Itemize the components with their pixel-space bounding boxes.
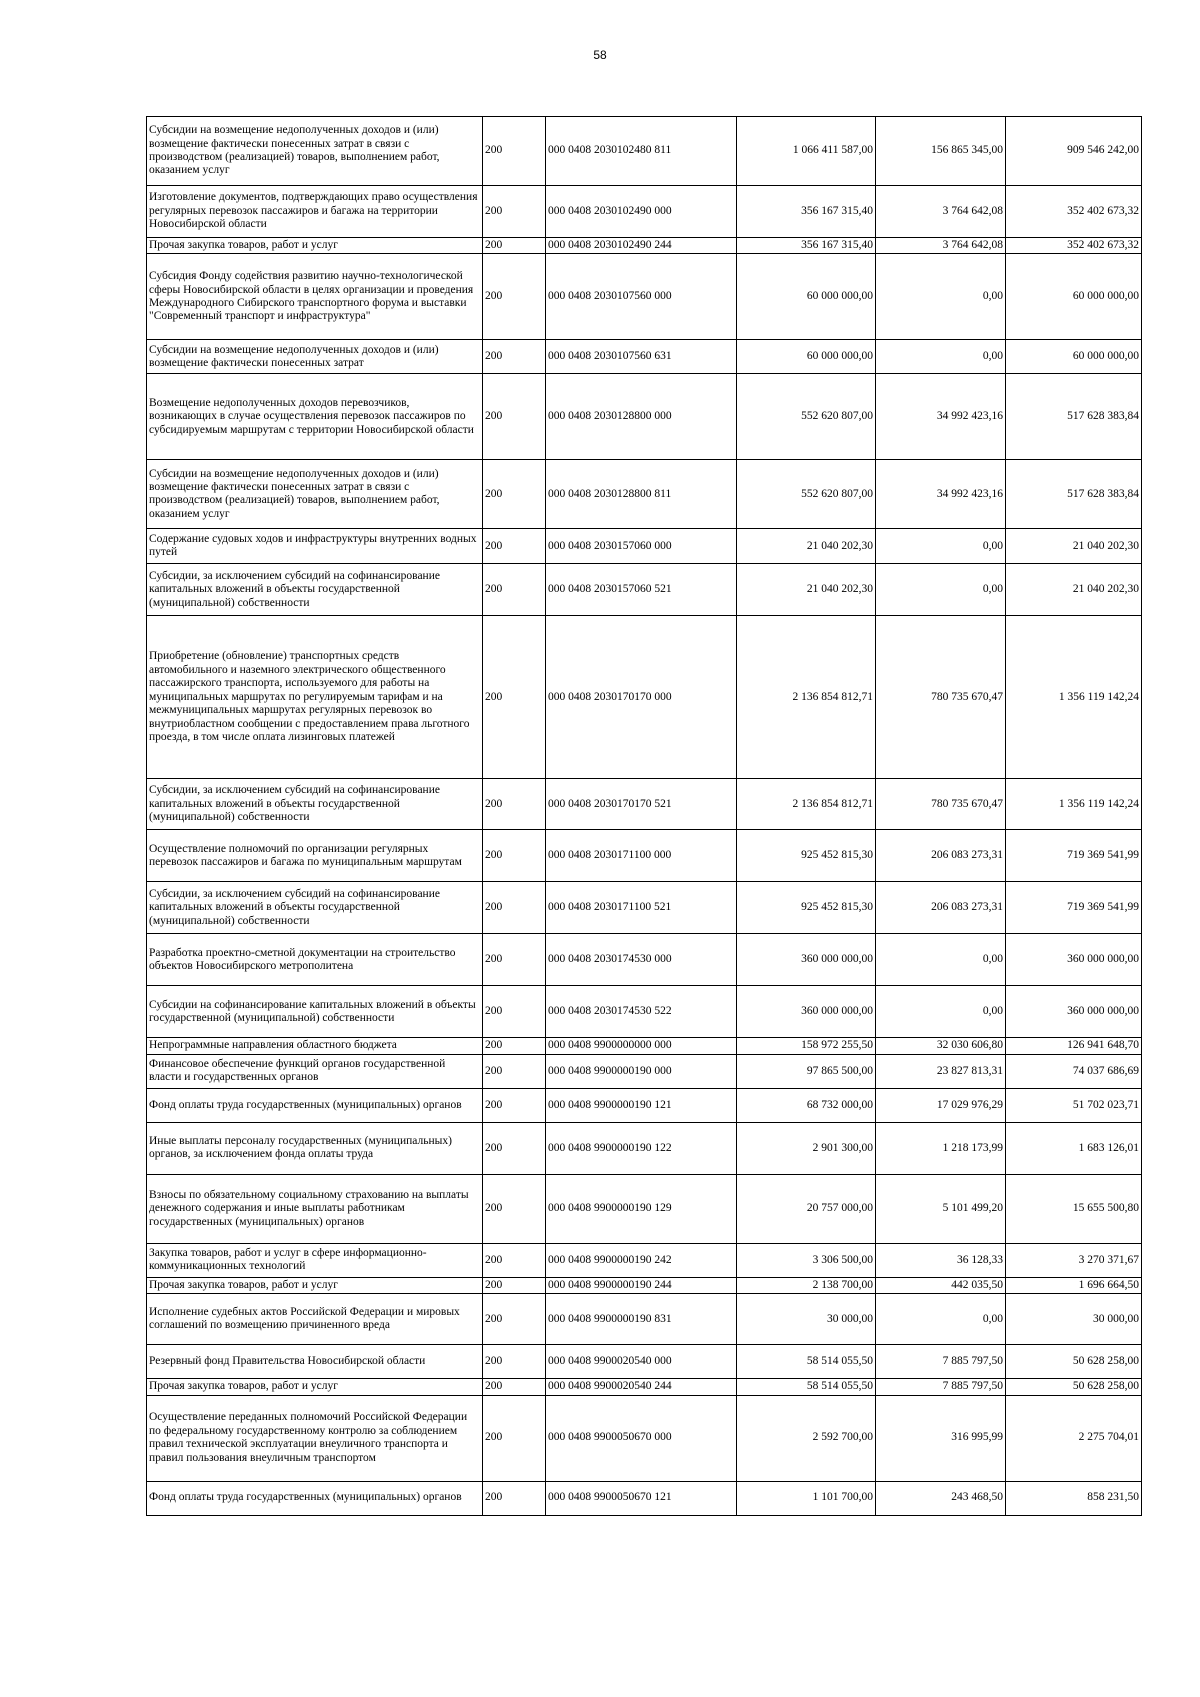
row-code-cell: 200 xyxy=(483,1345,546,1379)
table-row xyxy=(147,1038,1142,1054)
table-row xyxy=(147,1294,1142,1345)
row-remaining-cell: 126 941 648,70 xyxy=(1006,1038,1142,1054)
row-kbk-cell: 000 0408 2030107560 631 xyxy=(546,340,737,374)
row-remaining-cell: 517 628 383,84 xyxy=(1006,460,1142,529)
row-code-cell: 200 xyxy=(483,616,546,779)
row-executed-cell: 0,00 xyxy=(876,254,1006,340)
row-name-cell: Фонд оплаты труда государственных (муниципальных) органов xyxy=(147,1481,483,1515)
row-code-cell: 200 xyxy=(483,117,546,186)
row-name-cell: Непрограммные направления областного бюджета xyxy=(147,1038,483,1054)
row-code-cell: 200 xyxy=(483,1174,546,1243)
row-executed-cell: 34 992 423,16 xyxy=(876,460,1006,529)
row-remaining-cell: 50 628 258,00 xyxy=(1006,1379,1142,1395)
row-code-cell: 200 xyxy=(483,1481,546,1515)
row-executed-cell: 1 218 173,99 xyxy=(876,1122,1006,1174)
row-remaining-cell: 21 040 202,30 xyxy=(1006,529,1142,564)
row-code-cell: 200 xyxy=(483,374,546,460)
row-executed-cell: 780 735 670,47 xyxy=(876,616,1006,779)
row-approved-cell: 58 514 055,50 xyxy=(737,1345,876,1379)
row-name-cell: Фонд оплаты труда государственных (муниципальных) органов xyxy=(147,1088,483,1122)
row-executed-cell: 17 029 976,29 xyxy=(876,1088,1006,1122)
row-executed-cell: 7 885 797,50 xyxy=(876,1345,1006,1379)
row-remaining-cell: 51 702 023,71 xyxy=(1006,1088,1142,1122)
row-remaining-cell: 360 000 000,00 xyxy=(1006,934,1142,986)
row-approved-cell: 58 514 055,50 xyxy=(737,1379,876,1395)
row-code-cell: 200 xyxy=(483,986,546,1038)
row-remaining-cell: 909 546 242,00 xyxy=(1006,117,1142,186)
row-remaining-cell: 2 275 704,01 xyxy=(1006,1395,1142,1481)
row-code-cell: 200 xyxy=(483,1243,546,1277)
row-kbk-cell: 000 0408 9900000190 121 xyxy=(546,1088,737,1122)
row-name-cell: Прочая закупка товаров, работ и услуг xyxy=(147,1379,483,1395)
row-name-cell: Иные выплаты персоналу государственных (муниципальных) органов, за исключением фонда оплаты труда xyxy=(147,1122,483,1174)
row-kbk-cell: 000 0408 2030102480 811 xyxy=(546,117,737,186)
row-name-cell: Содержание судовых ходов и инфраструктуры внутренних водных путей xyxy=(147,529,483,564)
table-row xyxy=(147,1395,1142,1481)
table-row xyxy=(147,1277,1142,1293)
row-remaining-cell: 360 000 000,00 xyxy=(1006,986,1142,1038)
row-name-cell: Субсидии на возмещение недополученных доходов и (или) возмещение фактически понесенных затрат в связи с производством (реализацией) товаров, выполнением работ, оказанием услуг xyxy=(147,460,483,529)
row-remaining-cell: 21 040 202,30 xyxy=(1006,564,1142,616)
row-name-cell: Субсидии на софинансирование капитальных вложений в объекты государственной (муниципальной) собственности xyxy=(147,986,483,1038)
row-remaining-cell: 1 356 119 142,24 xyxy=(1006,779,1142,830)
row-remaining-cell: 60 000 000,00 xyxy=(1006,340,1142,374)
row-approved-cell: 60 000 000,00 xyxy=(737,254,876,340)
row-code-cell: 200 xyxy=(483,934,546,986)
row-code-cell: 200 xyxy=(483,564,546,616)
row-executed-cell: 3 764 642,08 xyxy=(876,238,1006,254)
row-code-cell: 200 xyxy=(483,779,546,830)
row-executed-cell: 23 827 813,31 xyxy=(876,1054,1006,1088)
table-row xyxy=(147,564,1142,616)
row-code-cell: 200 xyxy=(483,1054,546,1088)
row-executed-cell: 36 128,33 xyxy=(876,1243,1006,1277)
row-remaining-cell: 30 000,00 xyxy=(1006,1294,1142,1345)
row-remaining-cell: 74 037 686,69 xyxy=(1006,1054,1142,1088)
row-name-cell: Финансовое обеспечение функций органов государственной власти и государственных органов xyxy=(147,1054,483,1088)
row-executed-cell: 7 885 797,50 xyxy=(876,1379,1006,1395)
row-name-cell: Исполнение судебных актов Российской Федерации и мировых соглашений по возмещению причиненного вреда xyxy=(147,1294,483,1345)
row-code-cell: 200 xyxy=(483,529,546,564)
table-row xyxy=(147,117,1142,186)
row-code-cell: 200 xyxy=(483,882,546,934)
row-remaining-cell: 1 696 664,50 xyxy=(1006,1277,1142,1293)
table-row xyxy=(147,830,1142,882)
table-row xyxy=(147,186,1142,238)
row-remaining-cell: 1 356 119 142,24 xyxy=(1006,616,1142,779)
row-name-cell: Осуществление полномочий по организации регулярных перевозок пассажиров и багажа по муниципальным маршрутам xyxy=(147,830,483,882)
table-row xyxy=(147,238,1142,254)
row-approved-cell: 2 136 854 812,71 xyxy=(737,779,876,830)
row-approved-cell: 925 452 815,30 xyxy=(737,830,876,882)
row-approved-cell: 21 040 202,30 xyxy=(737,529,876,564)
row-name-cell: Возмещение недополученных доходов перевозчиков, возникающих в случае осуществления перевозок пассажиров по субсидируемым маршрутам с территории Новосибирской области xyxy=(147,374,483,460)
row-executed-cell: 32 030 606,80 xyxy=(876,1038,1006,1054)
row-kbk-cell: 000 0408 9900000190 242 xyxy=(546,1243,737,1277)
row-code-cell: 200 xyxy=(483,1277,546,1293)
row-name-cell: Закупка товаров, работ и услуг в сфере информационно-коммуникационных технологий xyxy=(147,1243,483,1277)
row-approved-cell: 2 138 700,00 xyxy=(737,1277,876,1293)
table-row xyxy=(147,1481,1142,1515)
row-name-cell: Субсидии на возмещение недополученных доходов и (или) возмещение фактически понесенных затрат в связи с производством (реализацией) товаров, выполнением работ, оказанием услуг xyxy=(147,117,483,186)
table-row xyxy=(147,1054,1142,1088)
row-approved-cell: 2 901 300,00 xyxy=(737,1122,876,1174)
table-row xyxy=(147,616,1142,779)
row-name-cell: Взносы по обязательному социальному страхованию на выплаты денежного содержания и иные выплаты работникам государственных (муниципальных) органов xyxy=(147,1174,483,1243)
row-kbk-cell: 000 0408 9900000190 244 xyxy=(546,1277,737,1293)
row-code-cell: 200 xyxy=(483,1122,546,1174)
row-kbk-cell: 000 0408 9900000190 000 xyxy=(546,1054,737,1088)
row-name-cell: Прочая закупка товаров, работ и услуг xyxy=(147,1277,483,1293)
row-code-cell: 200 xyxy=(483,1379,546,1395)
row-remaining-cell: 352 402 673,32 xyxy=(1006,186,1142,238)
row-kbk-cell: 000 0408 2030171100 521 xyxy=(546,882,737,934)
row-kbk-cell: 000 0408 9900000190 129 xyxy=(546,1174,737,1243)
row-code-cell: 200 xyxy=(483,460,546,529)
row-approved-cell: 2 136 854 812,71 xyxy=(737,616,876,779)
row-remaining-cell: 858 231,50 xyxy=(1006,1481,1142,1515)
row-code-cell: 200 xyxy=(483,1038,546,1054)
row-approved-cell: 925 452 815,30 xyxy=(737,882,876,934)
page-number: 58 xyxy=(593,48,607,62)
row-approved-cell: 30 000,00 xyxy=(737,1294,876,1345)
row-code-cell: 200 xyxy=(483,340,546,374)
row-kbk-cell: 000 0408 2030174530 522 xyxy=(546,986,737,1038)
row-executed-cell: 34 992 423,16 xyxy=(876,374,1006,460)
row-code-cell: 200 xyxy=(483,238,546,254)
table-row xyxy=(147,374,1142,460)
row-kbk-cell: 000 0408 2030102490 244 xyxy=(546,238,737,254)
row-kbk-cell: 000 0408 9900050670 121 xyxy=(546,1481,737,1515)
row-approved-cell: 97 865 500,00 xyxy=(737,1054,876,1088)
row-name-cell: Субсидия Фонду содействия развитию научно-технологической сферы Новосибирской области в целях организации и проведения Международного Сибирского транспортного форума и выставки "Современный транспорт и инфраструктура" xyxy=(147,254,483,340)
row-name-cell: Субсидии, за исключением субсидий на софинансирование капитальных вложений в объекты государственной (муниципальной) собственности xyxy=(147,882,483,934)
row-remaining-cell: 352 402 673,32 xyxy=(1006,238,1142,254)
row-kbk-cell: 000 0408 2030157060 521 xyxy=(546,564,737,616)
row-approved-cell: 3 306 500,00 xyxy=(737,1243,876,1277)
row-executed-cell: 316 995,99 xyxy=(876,1395,1006,1481)
row-remaining-cell: 719 369 541,99 xyxy=(1006,830,1142,882)
row-approved-cell: 552 620 807,00 xyxy=(737,374,876,460)
row-approved-cell: 356 167 315,40 xyxy=(737,238,876,254)
table-row xyxy=(147,986,1142,1038)
table-row xyxy=(147,1379,1142,1395)
row-kbk-cell: 000 0408 2030170170 000 xyxy=(546,616,737,779)
row-kbk-cell: 000 0408 9900000190 831 xyxy=(546,1294,737,1345)
row-remaining-cell: 50 628 258,00 xyxy=(1006,1345,1142,1379)
row-kbk-cell: 000 0408 9900020540 244 xyxy=(546,1379,737,1395)
row-kbk-cell: 000 0408 9900050670 000 xyxy=(546,1395,737,1481)
row-executed-cell: 5 101 499,20 xyxy=(876,1174,1006,1243)
row-name-cell: Разработка проектно-сметной документации на строительство объектов Новосибирского метрополитена xyxy=(147,934,483,986)
row-remaining-cell: 15 655 500,80 xyxy=(1006,1174,1142,1243)
row-name-cell: Осуществление переданных полномочий Российской Федерации по федеральному государственному контролю за соблюдением правил технической эксплуатации внеуличного транспорта и правил пользования внеуличным транспортом xyxy=(147,1395,483,1481)
row-kbk-cell: 000 0408 9900000190 122 xyxy=(546,1122,737,1174)
row-executed-cell: 0,00 xyxy=(876,529,1006,564)
row-name-cell: Прочая закупка товаров, работ и услуг xyxy=(147,238,483,254)
row-code-cell: 200 xyxy=(483,254,546,340)
row-approved-cell: 2 592 700,00 xyxy=(737,1395,876,1481)
row-code-cell: 200 xyxy=(483,186,546,238)
row-executed-cell: 0,00 xyxy=(876,986,1006,1038)
row-kbk-cell: 000 0408 2030170170 521 xyxy=(546,779,737,830)
row-kbk-cell: 000 0408 2030157060 000 xyxy=(546,529,737,564)
table-row xyxy=(147,1122,1142,1174)
table-row xyxy=(147,254,1142,340)
table-row xyxy=(147,1174,1142,1243)
row-executed-cell: 3 764 642,08 xyxy=(876,186,1006,238)
row-approved-cell: 552 620 807,00 xyxy=(737,460,876,529)
row-executed-cell: 243 468,50 xyxy=(876,1481,1006,1515)
row-kbk-cell: 000 0408 2030128800 000 xyxy=(546,374,737,460)
table-row xyxy=(147,882,1142,934)
row-remaining-cell: 517 628 383,84 xyxy=(1006,374,1142,460)
row-remaining-cell: 60 000 000,00 xyxy=(1006,254,1142,340)
row-name-cell: Резервный фонд Правительства Новосибирской области xyxy=(147,1345,483,1379)
row-executed-cell: 442 035,50 xyxy=(876,1277,1006,1293)
row-approved-cell: 360 000 000,00 xyxy=(737,934,876,986)
row-code-cell: 200 xyxy=(483,1294,546,1345)
row-executed-cell: 206 083 273,31 xyxy=(876,882,1006,934)
row-approved-cell: 21 040 202,30 xyxy=(737,564,876,616)
row-kbk-cell: 000 0408 2030171100 000 xyxy=(546,830,737,882)
row-approved-cell: 356 167 315,40 xyxy=(737,186,876,238)
row-kbk-cell: 000 0408 9900000000 000 xyxy=(546,1038,737,1054)
table-row xyxy=(147,779,1142,830)
budget-execution-table xyxy=(146,116,1142,1516)
row-executed-cell: 156 865 345,00 xyxy=(876,117,1006,186)
table-row xyxy=(147,934,1142,986)
row-code-cell: 200 xyxy=(483,1088,546,1122)
row-remaining-cell: 1 683 126,01 xyxy=(1006,1122,1142,1174)
row-kbk-cell: 000 0408 2030107560 000 xyxy=(546,254,737,340)
row-executed-cell: 0,00 xyxy=(876,934,1006,986)
table-row xyxy=(147,340,1142,374)
row-name-cell: Субсидии, за исключением субсидий на софинансирование капитальных вложений в объекты государственной (муниципальной) собственности xyxy=(147,779,483,830)
row-approved-cell: 68 732 000,00 xyxy=(737,1088,876,1122)
row-kbk-cell: 000 0408 2030174530 000 xyxy=(546,934,737,986)
row-approved-cell: 360 000 000,00 xyxy=(737,986,876,1038)
row-remaining-cell: 3 270 371,67 xyxy=(1006,1243,1142,1277)
row-kbk-cell: 000 0408 9900020540 000 xyxy=(546,1345,737,1379)
table-row xyxy=(147,529,1142,564)
row-kbk-cell: 000 0408 2030102490 000 xyxy=(546,186,737,238)
table-row xyxy=(147,1243,1142,1277)
row-executed-cell: 780 735 670,47 xyxy=(876,779,1006,830)
row-executed-cell: 0,00 xyxy=(876,340,1006,374)
row-approved-cell: 20 757 000,00 xyxy=(737,1174,876,1243)
row-approved-cell: 158 972 255,50 xyxy=(737,1038,876,1054)
table-row xyxy=(147,1345,1142,1379)
row-approved-cell: 1 066 411 587,00 xyxy=(737,117,876,186)
row-remaining-cell: 719 369 541,99 xyxy=(1006,882,1142,934)
table-row xyxy=(147,1088,1142,1122)
row-kbk-cell: 000 0408 2030128800 811 xyxy=(546,460,737,529)
row-code-cell: 200 xyxy=(483,1395,546,1481)
row-code-cell: 200 xyxy=(483,830,546,882)
row-approved-cell: 60 000 000,00 xyxy=(737,340,876,374)
row-name-cell: Приобретение (обновление) транспортных средств автомобильного и наземного электрического общественного пассажирского транспорта, используемого для работы на муниципальных маршрутах по регулируемым тарифам и на межмуниципальных маршрутах регулярных перевозок во внутриобластном сообщении с предоставлением права льготного проезда, в том числе оплата лизинговых платежей xyxy=(147,616,483,779)
row-approved-cell: 1 101 700,00 xyxy=(737,1481,876,1515)
row-name-cell: Субсидии на возмещение недополученных доходов и (или) возмещение фактически понесенных затрат xyxy=(147,340,483,374)
row-name-cell: Субсидии, за исключением субсидий на софинансирование капитальных вложений в объекты государственной (муниципальной) собственности xyxy=(147,564,483,616)
table-row xyxy=(147,460,1142,529)
row-name-cell: Изготовление документов, подтверждающих право осуществления регулярных перевозок пассажиров и багажа на территории Новосибирской области xyxy=(147,186,483,238)
row-executed-cell: 0,00 xyxy=(876,564,1006,616)
row-executed-cell: 0,00 xyxy=(876,1294,1006,1345)
row-executed-cell: 206 083 273,31 xyxy=(876,830,1006,882)
